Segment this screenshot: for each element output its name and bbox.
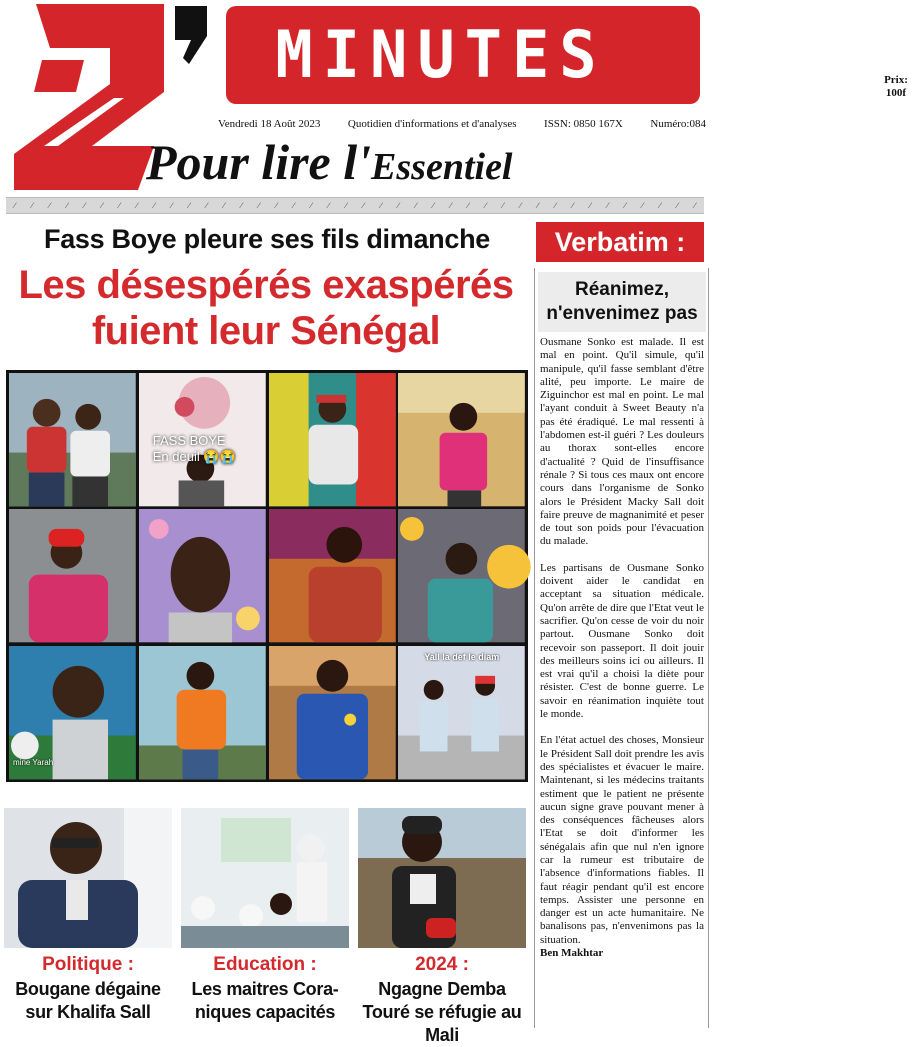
photo-caption-yalla: Yall la def le diam xyxy=(424,651,500,662)
story-title[interactable]: Les maitres Cora-niques capacités xyxy=(191,979,339,1022)
photo-boy-orange-light xyxy=(269,509,396,642)
photo-cell xyxy=(139,509,266,642)
story-category: Education : xyxy=(213,954,317,975)
photo-boy-crying-emoji xyxy=(398,509,525,642)
photo-caption-amine: mine Yarah xyxy=(13,757,54,767)
story-title[interactable]: Ngagne Demba Touré se réfugie au Mali xyxy=(362,979,522,1045)
column-divider-right xyxy=(708,268,709,1028)
story-education[interactable] xyxy=(181,808,349,1038)
title-banner xyxy=(226,6,908,104)
photo-cell xyxy=(269,373,396,506)
issn: ISSN: 0850 167X xyxy=(544,118,623,130)
photo-two-boys-beach xyxy=(398,646,525,779)
lead-headline xyxy=(0,262,532,362)
photo-boy-pink-shirt xyxy=(398,373,525,506)
photo-cell xyxy=(398,509,525,642)
photo-boy-orange-jacket xyxy=(139,646,266,779)
slogan xyxy=(146,132,706,192)
photo-koranic-class xyxy=(181,808,349,948)
story-photo xyxy=(4,808,172,948)
photo-cell xyxy=(9,509,136,642)
masthead xyxy=(0,0,908,195)
victims-photo-grid xyxy=(6,370,528,782)
verbatim-author: Ben Makhtar xyxy=(540,947,604,960)
photo-bougane xyxy=(4,808,172,948)
verbatim-paragraph: Ousmane Sonko est malade. Il est mal en point. Qu'il simule, qu'il manipule, qu'il fasse semblant d'être alité, peu importe. Le maire de Ziguinchor est mal en point. Le mal l'ayant conduit à Sweet Beauty n'a pas été éradiqué. Le mal ressenti à l'abdomen est-il guéri ? Les douleurs au thorax sont-elles encore d'actualité ? Quid de l'insuffisance rénale ? Si tous ces maux ont encore cours dans l'organisme de Sonko alors le Président Macky Sall doit faire preuve de magnanimité et peser de tout son poids pour l'évacuation du malade. xyxy=(540,336,704,548)
photo-caption-fassboye: FASS BOYE En deuil 😭😭 xyxy=(152,433,236,464)
story-photo xyxy=(181,808,349,948)
photo-boy-cap-flag xyxy=(269,373,396,506)
photo-ngagne-demba-toure xyxy=(358,808,526,948)
photo-cell xyxy=(269,509,396,642)
issue-date: Vendredi 18 Août 2023 xyxy=(218,118,321,130)
price-label: Prix: xyxy=(884,74,908,86)
decorative-strip: ⁄ ⁄ ⁄ ⁄ ⁄ ⁄ ⁄ ⁄ ⁄ ⁄ ⁄ ⁄ ⁄ ⁄ ⁄ ⁄ ⁄ ⁄ ⁄ ⁄ ⁄ ⁄ ⁄ ⁄ ⁄ ⁄ ⁄ ⁄ ⁄ ⁄ ⁄ ⁄ ⁄ ⁄ ⁄ ⁄ ⁄ ⁄ ⁄ ⁄ xyxy=(6,197,704,214)
photo-man-red-beanie xyxy=(9,509,136,642)
lead-headline-line2: fuient leur Sénégal xyxy=(91,309,441,353)
logo-apostrophe-mark xyxy=(175,6,207,64)
photo-cell xyxy=(9,646,136,779)
verbatim-tag: Verbatim : xyxy=(536,222,704,262)
verbatim-paragraph: En l'état actuel des choses, Monsieur le Président Sall doit prendre les avis des spécialistes et évacuer le maire. Maintenant, si les médecins traitants estiment que le patient ne présente aucun signe grave pouvant mener à des conséquences fâcheuses alors l'Etat se doit d'informer les sénégalais afin que nul n'en ignore car la rumeur est tributaire de l'absence d'informations fiables. Il faut réagir pendant qu'il est encore temps. Assister une personne en danger est un acte humanitaire. Ne banalisons pas, n'envenimons pas la situation. xyxy=(540,734,704,946)
newspaper-title: MINUTES xyxy=(275,16,607,93)
issue-number: Numéro:084 xyxy=(650,118,706,130)
story-title[interactable]: Bougane dégaine sur Khalifa Sall xyxy=(15,979,161,1022)
price-value: 100f xyxy=(885,87,907,99)
slogan-part2: Essentiel xyxy=(371,146,513,188)
photo-cell xyxy=(269,646,396,779)
tagline: Quotidien d'informations et d'analyses xyxy=(347,118,517,130)
story-2024[interactable] xyxy=(358,808,526,1045)
verbatim-title: Réanimez, n'envenimez pas xyxy=(538,272,706,332)
verbatim-paragraph: Les partisans de Ousmane Sonko doivent aider le candidat en acceptant sa situation médicale. Qu'on arrête de dire que l'Etat veut le sacrifier. Qu'on cesse de voir du noir partout. Ousmane Sonko doit recevoir son passeport. Il doit jouir des meilleurs soins ici ou ailleurs. Il est vrai qu'il a choisi la diète pour résister. C'est de bonne guerre. Le savoir en réanimation inquiète tout le monde. xyxy=(540,561,704,721)
photo-boy-closeup xyxy=(139,509,266,642)
price-badge xyxy=(872,66,920,110)
story-category: 2024 : xyxy=(415,954,469,975)
photo-cell xyxy=(9,373,136,506)
story-category: Politique : xyxy=(42,954,134,975)
photo-boy-blue-jersey xyxy=(269,646,396,779)
verbatim-body xyxy=(540,336,704,1032)
slogan-part1: Pour lire l' xyxy=(146,134,372,190)
column-divider xyxy=(534,268,535,1028)
logo-two-mark xyxy=(14,4,164,194)
photo-cell xyxy=(398,646,525,779)
story-politique[interactable] xyxy=(4,808,172,1038)
photo-cell xyxy=(139,646,266,779)
photo-cell xyxy=(398,373,525,506)
story-photo xyxy=(358,808,526,948)
lead-headline-line1: Les désespérés exaspérés xyxy=(18,263,514,307)
lead-kicker: Fass Boye pleure ses fils dimanche xyxy=(44,224,490,254)
photo-two-boys xyxy=(9,373,136,506)
photo-cell xyxy=(139,373,266,506)
